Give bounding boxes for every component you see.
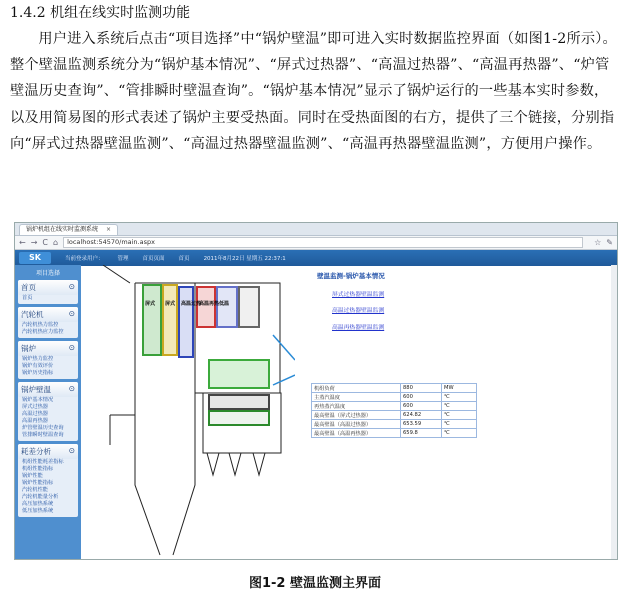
app-banner	[15, 250, 617, 266]
param-unit: ℃	[442, 429, 477, 438]
param-name: 机组负荷	[312, 384, 401, 393]
param-unit: ℃	[442, 420, 477, 429]
sidebar-group-header[interactable]	[18, 444, 78, 459]
figure-caption: 图1-2 壁温监测主界面	[248, 576, 381, 591]
boiler-diagram	[85, 265, 295, 559]
link-platen-superheater[interactable]: 屏式过热器壁温监测	[332, 292, 385, 298]
sidebar-group-label: 锅炉	[21, 344, 36, 353]
diagram-label-p1: 屏式	[145, 301, 156, 307]
sidebar-item[interactable]: 锅炉性能指标	[22, 480, 54, 486]
param-value: 659.8	[401, 429, 442, 438]
main-title: 壁温监测-锅炉基本情况	[317, 272, 385, 280]
browser-tabbar	[15, 223, 617, 236]
table-row	[312, 411, 477, 420]
sidebar-group	[18, 307, 78, 338]
page-label: 首页页面	[142, 256, 165, 262]
param-value: 600	[401, 402, 442, 411]
param-unit: MW	[442, 384, 477, 393]
sidebar-item[interactable]: 高压加热系统	[22, 501, 54, 507]
table-row	[312, 420, 477, 429]
sidebar-item[interactable]: 高温再热器	[22, 418, 48, 424]
diagram-label-p2: 屏式	[165, 301, 176, 307]
sidebar-group-header[interactable]	[18, 341, 78, 356]
sidebar-item[interactable]: 汽轮机热应力监控	[22, 329, 64, 335]
sidebar-item[interactable]: 机组性能耗差指标	[22, 459, 64, 465]
collapse-icon[interactable]: ⊙	[68, 446, 75, 455]
back-icon[interactable]: ←	[19, 238, 26, 247]
param-name: 主蒸汽温度	[312, 393, 401, 402]
wrench-icon[interactable]: ✎	[606, 238, 613, 247]
sidebar-item[interactable]: 锅炉历史指标	[22, 370, 54, 376]
section-heading: 1.4.2 机组在线实时监测功能	[10, 5, 191, 21]
table-row	[312, 393, 477, 402]
sidebar-title: 项目选择	[35, 270, 60, 277]
link-ht-superheater[interactable]: 高温过热器壁温监测	[332, 308, 385, 314]
sidebar-item[interactable]: 首页	[22, 295, 33, 301]
table-row	[312, 429, 477, 438]
collapse-icon[interactable]: ⊙	[68, 384, 75, 393]
sidebar-group-label: 耗差分析	[21, 447, 51, 456]
param-value: 880	[401, 384, 442, 393]
url-input[interactable]: localhost:54570/main.aspx	[63, 237, 583, 248]
sidebar-group	[18, 341, 78, 379]
sidebar-item[interactable]: 汽轮机性能	[22, 487, 48, 493]
sidebar-group	[18, 444, 78, 517]
star-icon[interactable]: ☆	[594, 238, 602, 247]
param-unit: ℃	[442, 411, 477, 420]
sidebar-item[interactable]: 管排瞬时壁温查询	[22, 432, 64, 438]
sidebar-item[interactable]: 低压加热系统	[22, 508, 54, 514]
datetime: 2011年8月22日 星期五 22:37:1	[203, 256, 286, 262]
param-value: 624.82	[401, 411, 442, 420]
sidebar-group-label: 首页	[21, 283, 36, 292]
table-row	[312, 384, 477, 393]
param-name: 再热蒸汽温度	[312, 402, 401, 411]
sidebar-group-header[interactable]	[18, 382, 78, 397]
param-value: 600	[401, 393, 442, 402]
sidebar-item[interactable]: 汽轮机能量分析	[22, 494, 59, 500]
param-unit: ℃	[442, 402, 477, 411]
table-row	[312, 402, 477, 411]
main-panel	[85, 265, 615, 559]
diagram-label-rh: 低温	[219, 301, 230, 307]
collapse-icon[interactable]: ⊙	[68, 282, 75, 291]
sidebar-group-label: 汽轮机	[21, 310, 44, 319]
address-bar	[15, 236, 617, 250]
sidebar-group	[18, 382, 78, 441]
forward-icon[interactable]: →	[30, 238, 38, 247]
param-unit: ℃	[442, 393, 477, 402]
param-name: 最高壁温（高温再热器）	[312, 429, 401, 438]
param-name: 最高壁温（高温过热器）	[312, 420, 401, 429]
diagram-label-p3: 高温过热	[181, 301, 202, 307]
sidebar-item[interactable]: 汽轮机热力监控	[22, 322, 59, 328]
sidebar-item[interactable]: 高温过热器	[22, 411, 48, 417]
sidebar-item[interactable]: 炉管壁温历史查询	[22, 425, 64, 431]
sidebar-group	[18, 280, 78, 304]
logo: SK	[19, 252, 51, 264]
collapse-icon[interactable]: ⊙	[68, 343, 75, 352]
sidebar-group-header[interactable]	[18, 307, 78, 322]
sidebar-item[interactable]: 锅炉基本情况	[22, 397, 54, 403]
collapse-icon[interactable]: ⊙	[68, 309, 75, 318]
sidebar-item[interactable]: 机组性能指标	[22, 466, 54, 472]
reload-icon[interactable]: C	[42, 238, 48, 247]
sidebar-item[interactable]: 屏式过热器	[22, 404, 48, 410]
user-label: 当前登录用户：	[65, 256, 104, 262]
body-paragraph: 用户进入系统后点击“项目选择”中“锅炉壁温”即可进入实时数据监控界面（如图1-2所示）。整个壁温监测系统分为“锅炉基本情况”、“屏式过热器”、“高温过热器”、“高温再热器”、“炉管壁温历史查询”、“管排瞬时壁温查询”。“锅炉基本情况”显示了锅炉运行的一些基本实时参数，以及用简易图的形式表述了锅炉主要受热面。同时在受热面图的右方，提供了三个链接，分别指向“屏式过热器壁温监测”、“高温过热器壁温监测”、“高温再热器壁温监测”，方便用户操作。	[10, 31, 617, 152]
embedded-screenshot	[14, 222, 618, 560]
home-icon[interactable]: ⌂	[53, 238, 59, 247]
sidebar-item[interactable]: 锅炉有效评价	[22, 363, 54, 369]
browser-tab[interactable]	[19, 224, 118, 235]
tab-title: 锅炉机组在线实时监测系统	[26, 225, 99, 233]
link-ht-reheater[interactable]: 高温再热器壁温监测	[332, 325, 385, 331]
sidebar-group-header[interactable]	[18, 280, 78, 295]
page-name: 首页	[178, 256, 190, 262]
param-name: 最高壁温（屏式过热器）	[312, 411, 401, 420]
param-value: 653.59	[401, 420, 442, 429]
sidebar-item[interactable]: 锅炉热力监控	[22, 356, 54, 362]
diagram-label-p4: 高温再热	[199, 301, 220, 307]
sidebar-group-label: 锅炉壁温	[21, 385, 51, 394]
scrollbar[interactable]	[611, 265, 617, 559]
close-icon[interactable]: ×	[105, 225, 111, 233]
sidebar	[15, 265, 81, 559]
params-table	[311, 383, 477, 438]
sidebar-item[interactable]: 锅炉性能	[22, 473, 43, 479]
user-name: 管理	[117, 256, 129, 262]
